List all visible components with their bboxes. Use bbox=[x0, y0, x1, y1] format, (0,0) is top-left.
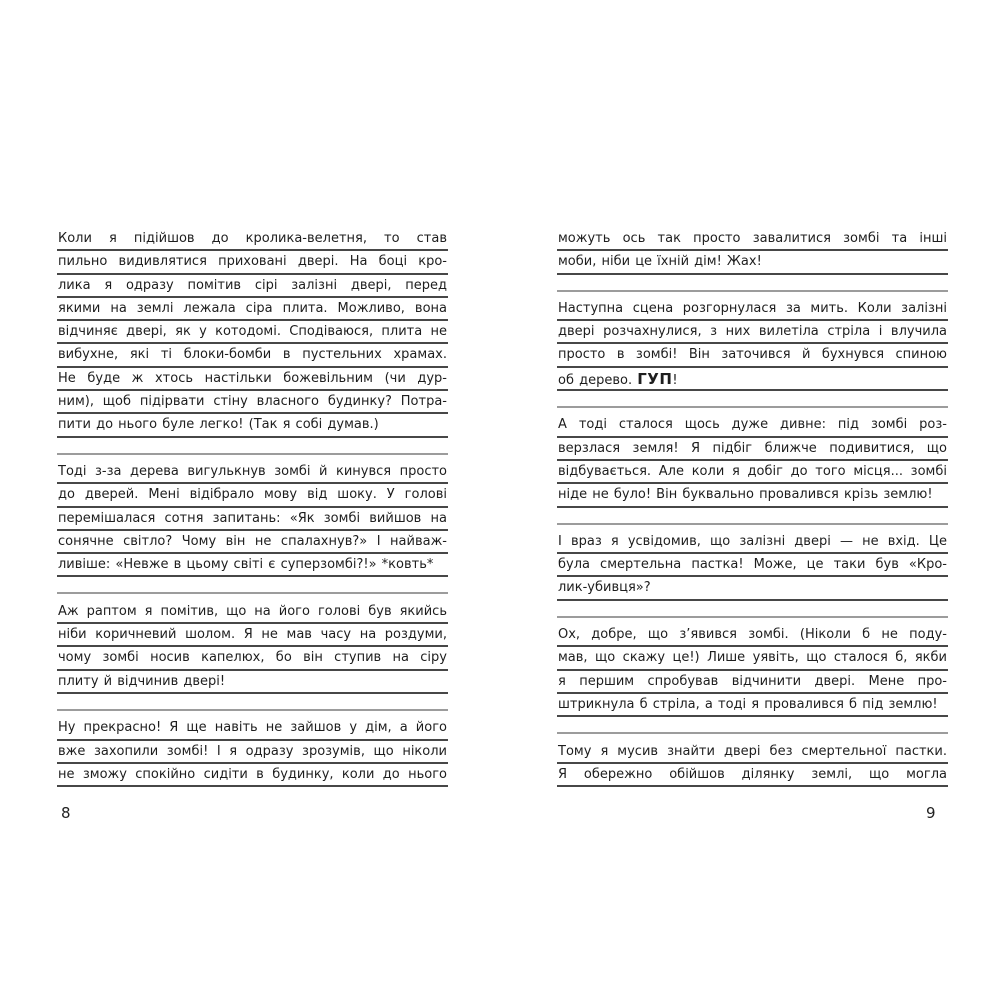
text-line: верзлася земля! Я підбіг ближче подивитися, що bbox=[557, 438, 948, 461]
text-line: відчиняє двері, як у котодомі. Сподіваюся, плита не bbox=[57, 321, 448, 344]
text-line: І враз я усвідомив, що залізні двері — не вхід. Це bbox=[557, 531, 948, 554]
text-line: я першим спробував відчинити двері. Мене про- bbox=[557, 671, 948, 694]
page-number-left: 8 bbox=[61, 804, 71, 822]
paragraph-separator bbox=[557, 717, 948, 740]
sound-effect-text: ГУП bbox=[637, 369, 673, 388]
text-line: до дверей. Мені відібрало мову від шоку. У голові bbox=[57, 484, 448, 507]
text-line: Наступна сцена розгорнулася за мить. Коли залізні bbox=[557, 298, 948, 321]
text-line: штрикнула б стріла, а тоді я провалився б під землю! bbox=[557, 694, 948, 717]
text-line: вже захопили зомбі! І я одразу зрозумів, що ніколи bbox=[57, 741, 448, 764]
text-line: чому зомбі носив капелюх, бо він ступив на сіру bbox=[57, 647, 448, 670]
text-line: була смертельна пастка! Може, це таки був «Кро- bbox=[557, 554, 948, 577]
text-line: ніби коричневий шолом. Я не мав часу на роздуми, bbox=[57, 624, 448, 647]
text-line: ним), щоб підірвати стіну власного будинку? Потра- bbox=[57, 391, 448, 414]
text-line: Не буде ж хтось настільки божевільним (чи дур- bbox=[57, 368, 448, 391]
text-line: Я обережно обійшов ділянку землі, що могла bbox=[557, 764, 948, 787]
text-line: об дерево. ГУП! bbox=[557, 368, 948, 391]
text-line: пити до нього буле легко! (Так я собі думав.) bbox=[57, 414, 448, 437]
text-line: Коли я підійшов до кролика-велетня, то став bbox=[57, 228, 448, 251]
text-line: можуть ось так просто завалитися зомбі та інші bbox=[557, 228, 948, 251]
text-line: плиту й відчинив двері! bbox=[57, 671, 448, 694]
page-left-text-column bbox=[57, 228, 448, 787]
text-line: лика я одразу помітив сірі залізні двері, перед bbox=[57, 275, 448, 298]
paragraph-separator bbox=[557, 275, 948, 298]
paragraph-separator bbox=[57, 694, 448, 717]
text-line: мав, що скажу це!) Лише уявіть, що сталося б, якби bbox=[557, 647, 948, 670]
text-line: якими на землі лежала сіра плита. Можливо, вона bbox=[57, 298, 448, 321]
paragraph-separator bbox=[57, 438, 448, 461]
text-line: Тому я мусив знайти двері без смертельної пастки. bbox=[557, 741, 948, 764]
text-line: ливіше: «Невже в цьому світі є суперзомбі?!» *ковть* bbox=[57, 554, 448, 577]
page-number-right: 9 bbox=[926, 804, 936, 822]
paragraph-separator bbox=[557, 391, 948, 414]
text-line: пильно видивлятися приховані двері. На боці кро- bbox=[57, 251, 448, 274]
text-line: вибухне, які ті блоки-бомби в пустельних храмах. bbox=[57, 344, 448, 367]
text-line: двері розчахнулися, з них вилетіла стріла і влучила bbox=[557, 321, 948, 344]
text-line: не зможу спокійно сидіти в будинку, коли до нього bbox=[57, 764, 448, 787]
paragraph-separator bbox=[57, 577, 448, 600]
text-line: Аж раптом я помітив, що на його голові був якийсь bbox=[57, 601, 448, 624]
text-line: ніде не було! Він буквально провалився крізь землю! bbox=[557, 484, 948, 507]
paragraph-separator bbox=[557, 508, 948, 531]
text-line: сонячне світло? Чому він не спалахнув?» І найваж- bbox=[57, 531, 448, 554]
text-line: Ну прекрасно! Я ще навіть не зайшов у дім, а його bbox=[57, 717, 448, 740]
text-line: відбувається. Але коли я добіг до того місця... зомбі bbox=[557, 461, 948, 484]
text-line: моби, ніби це їхній дім! Жах! bbox=[557, 251, 948, 274]
text-line: перемішалася сотня запитань: «Як зомбі вийшов на bbox=[57, 508, 448, 531]
text-line: А тоді сталося щось дуже дивне: під зомбі роз- bbox=[557, 414, 948, 437]
text-line: Ох, добре, що з’явився зомбі. (Ніколи б не поду- bbox=[557, 624, 948, 647]
text-line: лик-убивця»? bbox=[557, 577, 948, 600]
page-right-text-column bbox=[557, 228, 948, 787]
text-line: просто в зомбі! Він заточився й бухнувся спиною bbox=[557, 344, 948, 367]
text-line: Тоді з-за дерева вигулькнув зомбі й кинувся просто bbox=[57, 461, 448, 484]
paragraph-separator bbox=[557, 601, 948, 624]
